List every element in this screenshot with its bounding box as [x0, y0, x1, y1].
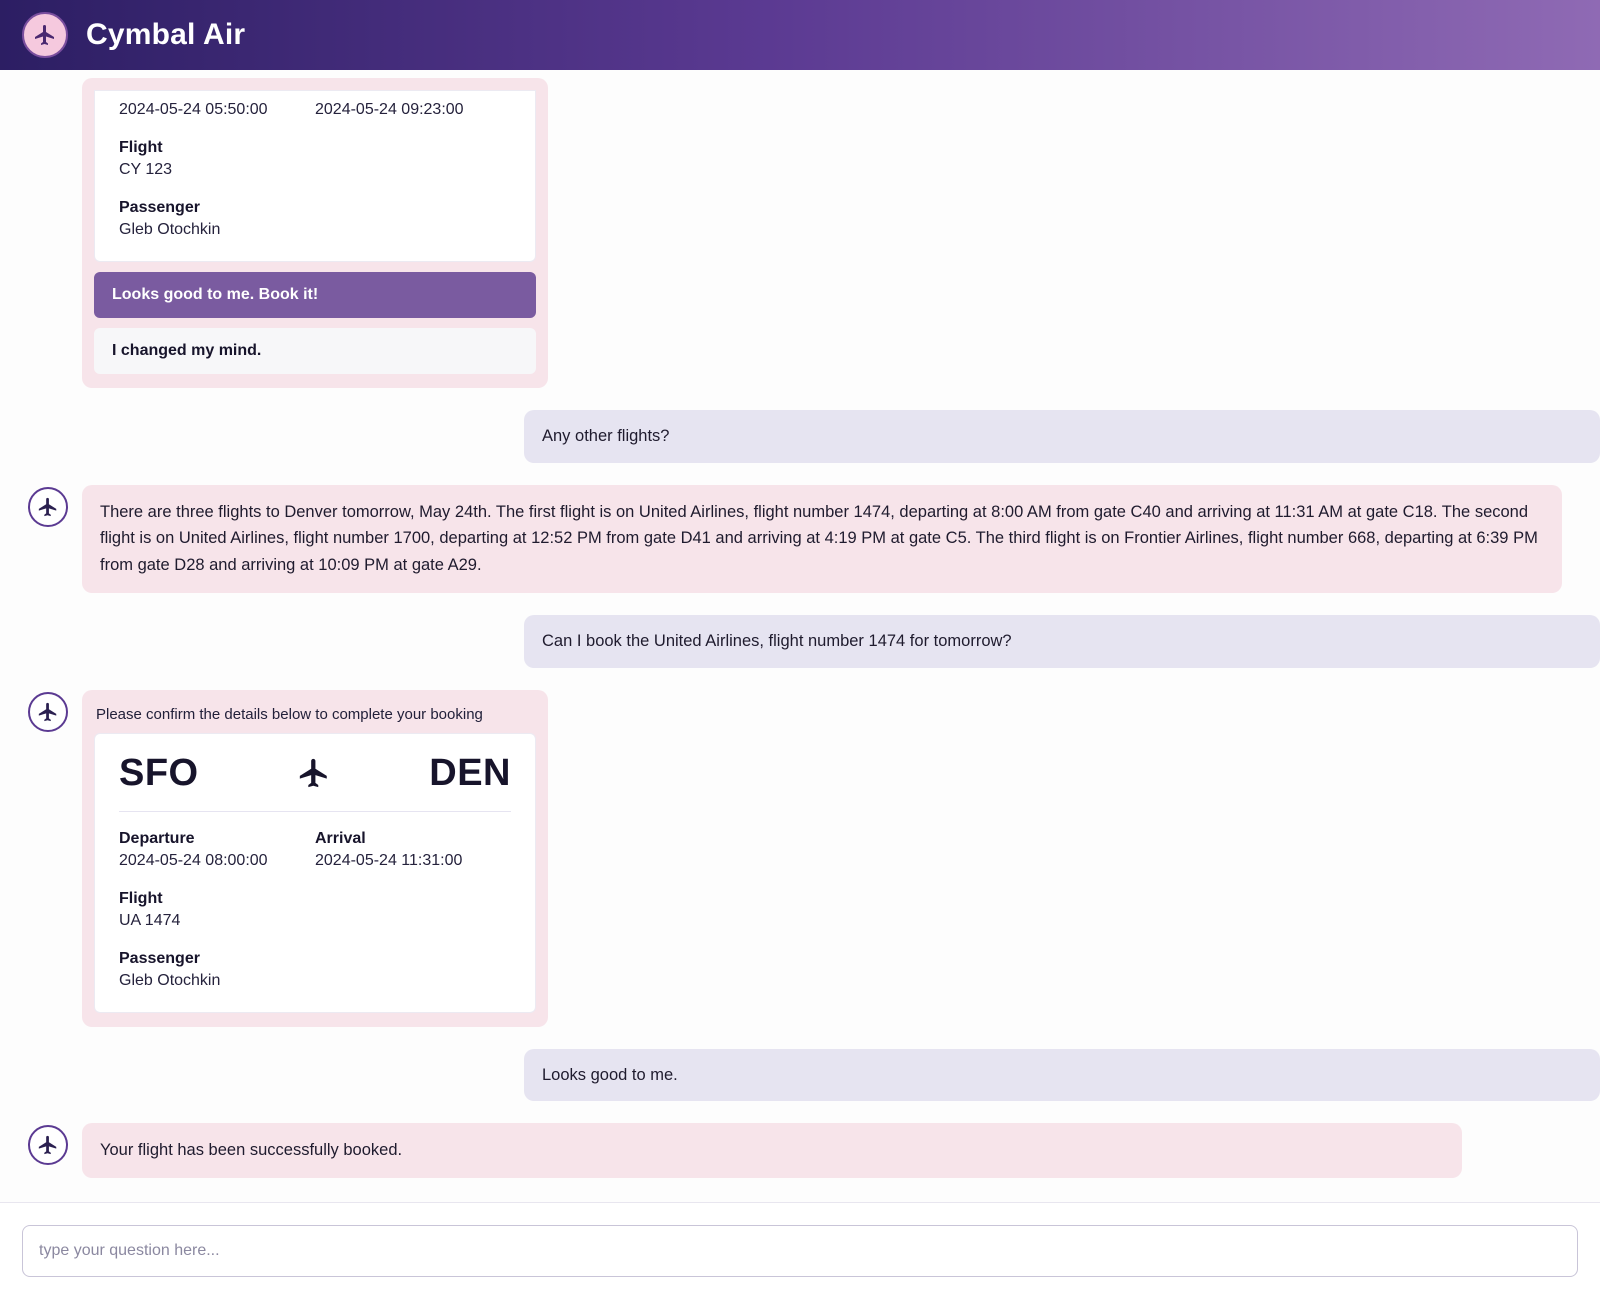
message-user — [28, 1049, 1572, 1102]
arrival-value: 2024-05-24 09:23:00 — [315, 101, 464, 118]
message-bot — [28, 485, 1572, 593]
ticket-flight-block — [119, 890, 511, 930]
app-title: Cymbal Air — [86, 18, 246, 51]
bot-avatar-airplane-icon — [28, 692, 68, 732]
message-user — [28, 615, 1572, 668]
bot-avatar-airplane-icon — [28, 1125, 68, 1165]
departure-value: 2024-05-24 05:50:00 — [119, 101, 268, 118]
message-bot-ticket-partial — [28, 78, 1572, 388]
user-message-text: Looks good to me. — [524, 1049, 1600, 1102]
bot-message-text: Your flight has been successfully booked. — [82, 1123, 1462, 1178]
origin-airport-code: SFO — [119, 751, 199, 794]
ticket-arrival-col — [315, 830, 511, 870]
app-header — [0, 0, 1600, 70]
ticket-times-row — [119, 101, 511, 119]
passenger-label: Passenger — [119, 199, 200, 216]
passenger-value: Gleb Otochkin — [119, 971, 221, 989]
passenger-value: Gleb Otochkin — [119, 221, 221, 238]
chat-transcript[interactable] — [0, 70, 1600, 1202]
question-input[interactable] — [22, 1225, 1578, 1277]
destination-airport-code: DEN — [429, 751, 511, 794]
message-composer — [0, 1202, 1600, 1298]
user-message-text: Can I book the United Airlines, flight number 1474 for tomorrow? — [524, 615, 1600, 668]
arrival-label: Arrival — [315, 829, 366, 847]
flight-value: CY 123 — [119, 161, 173, 178]
bot-avatar-airplane-icon — [28, 487, 68, 527]
departure-value: 2024-05-24 08:00:00 — [119, 851, 268, 869]
flight-value: UA 1474 — [119, 911, 181, 929]
bot-message-text: There are three flights to Denver tomorrow, May 24th. The first flight is on United Airlines, flight number 1474, departing at 8:00 AM from gate C40 and arriving at 11:31 AM at gate C18. The second flight is on United Airlines, flight number 1700, departing at 12:52 PM from gate D41 and arriving at 4:19 PM at gate C5. The third flight is on Frontier Airlines, flight number 668, departing at 6:39 PM from gate D28 and arriving at 10:09 PM at gate A29. — [82, 485, 1562, 593]
boarding-pass-card — [94, 90, 536, 262]
ticket-passenger-block — [119, 199, 511, 239]
route-airplane-icon — [297, 756, 331, 790]
booking-card-intro: Please confirm the details below to complete your booking — [96, 705, 483, 723]
confirm-booking-button[interactable]: Looks good to me. Book it! — [94, 272, 536, 318]
arrival-value: 2024-05-24 11:31:00 — [315, 851, 463, 869]
passenger-label: Passenger — [119, 949, 200, 967]
flight-label: Flight — [119, 139, 163, 156]
message-bot — [28, 1123, 1572, 1178]
message-bot-ticket — [28, 690, 1572, 1027]
flight-label: Flight — [119, 889, 163, 907]
ticket-route — [119, 752, 511, 812]
ticket-flight-block — [119, 139, 511, 179]
boarding-pass-card — [94, 733, 536, 1013]
departure-label: Departure — [119, 829, 195, 847]
ticket-departure-col — [119, 101, 315, 119]
ticket-times-row — [119, 830, 511, 870]
cancel-booking-button[interactable]: I changed my mind. — [94, 328, 536, 374]
ticket-passenger-block — [119, 950, 511, 990]
airplane-logo-icon — [22, 12, 68, 58]
user-message-text: Any other flights? — [524, 410, 1600, 463]
booking-card-group — [82, 690, 548, 1027]
ticket-arrival-col — [315, 101, 511, 119]
ticket-departure-col — [119, 830, 315, 870]
message-user — [28, 410, 1572, 463]
booking-card-group — [82, 78, 548, 388]
